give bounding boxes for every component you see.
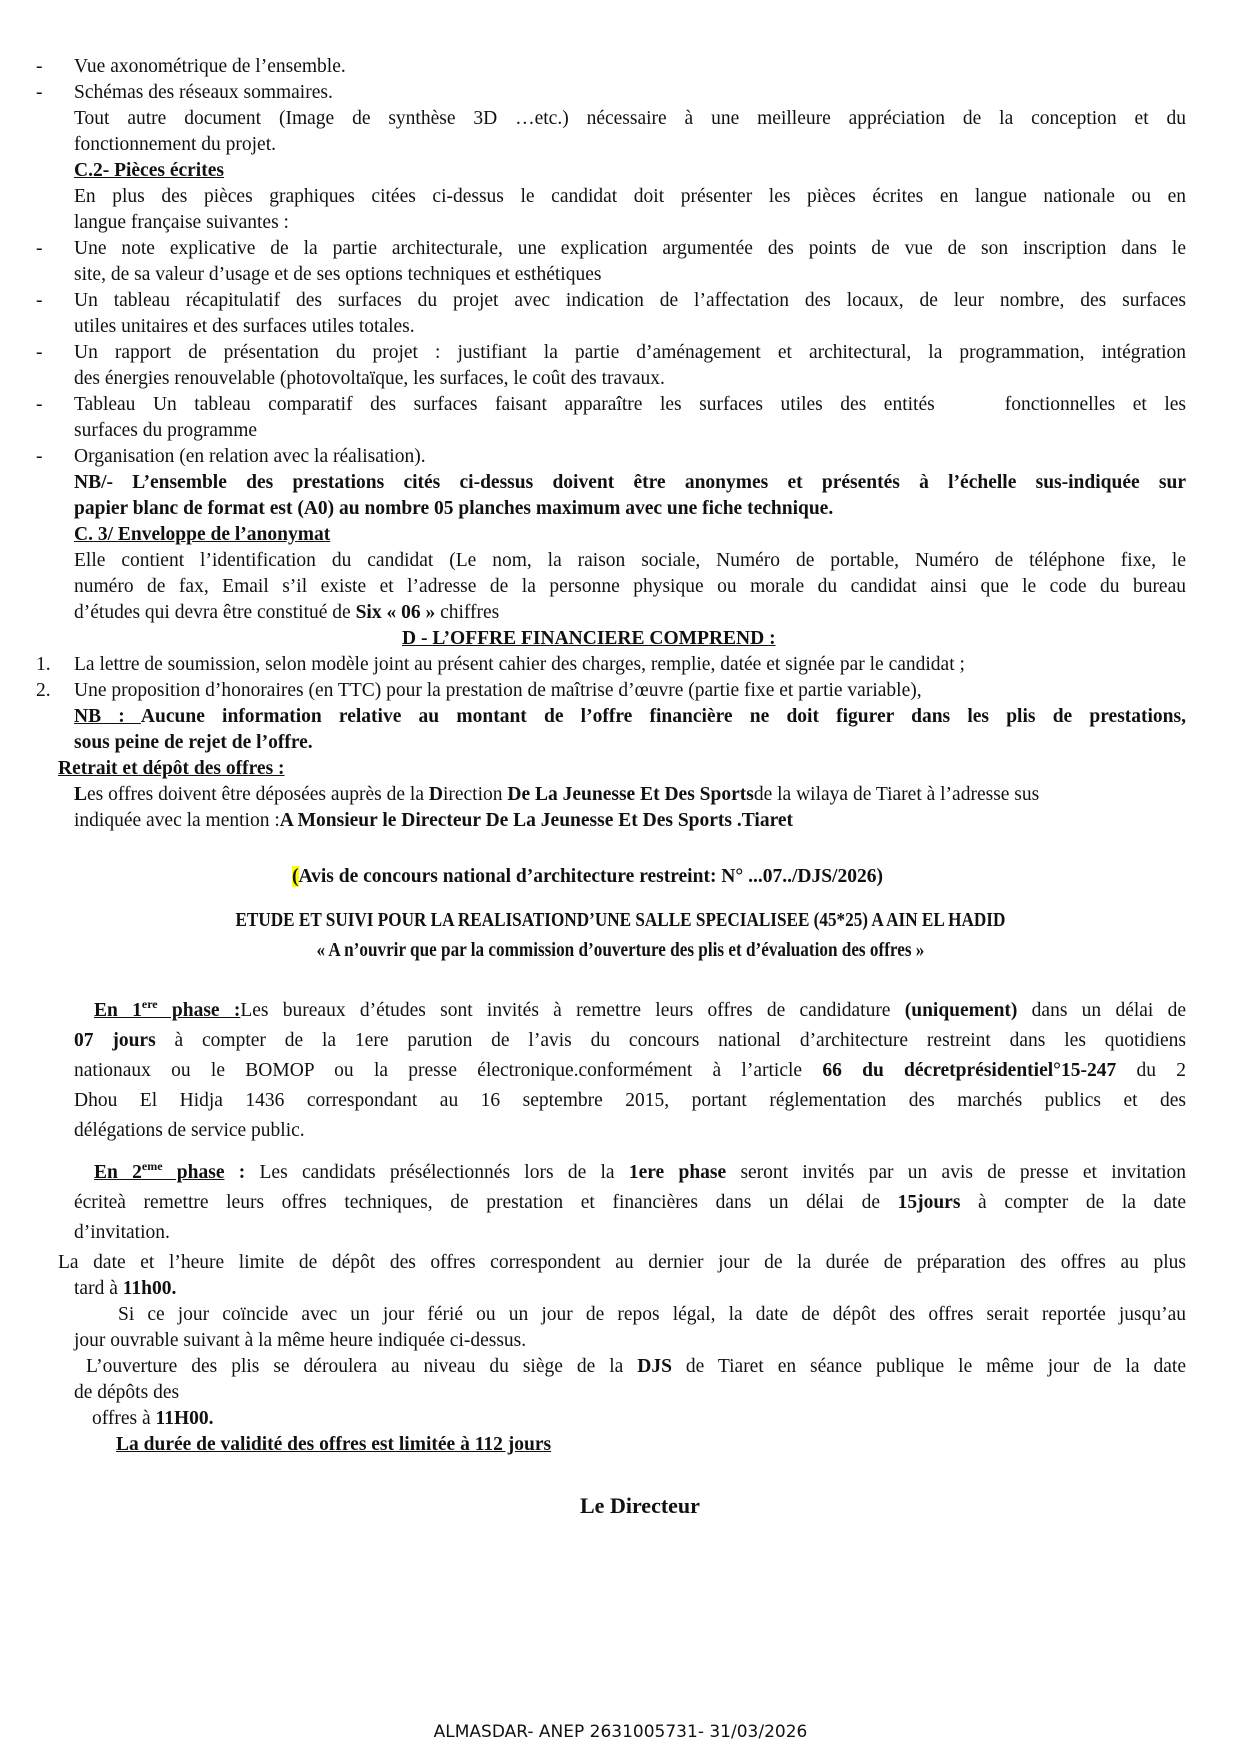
section-heading-c3: C. 3/ Enveloppe de l’anonymat xyxy=(74,524,331,545)
holiday-line: jour ouvrable suivant à la même heure indiquée ci-dessus. xyxy=(74,1330,527,1351)
envelope-note: « A n’ouvrir que par la commission d’ouverture des plis et d’évaluation des offres » xyxy=(316,940,925,961)
paragraph-line: Elle contient l’identification du candidat (Le nom, la raison sociale, Numéro de portable, Numéro de téléphone fixe, le xyxy=(74,550,1186,571)
paragraph-line: indiquée avec la mention :A Monsieur le Directeur De La Jeunesse Et Des Sports .Tiaret xyxy=(74,810,794,831)
list-item-text: Un tableau récapitulatif des surfaces du projet avec indication de l’affectation des locaux, de leur nombre, des surfaces xyxy=(74,290,1186,311)
list-item-text: utiles unitaires et des surfaces utiles totales. xyxy=(74,316,415,337)
footer-reference: ALMASDAR- ANEP 2631005731- 31/03/2026 xyxy=(433,1722,808,1742)
phase1-line: nationaux ou le BOMOP ou la presse électronique.conformément à l’article 66 du décretprésidentiel°15-247 du 2 xyxy=(74,1060,1186,1081)
phase1-line: délégations de service public. xyxy=(74,1120,305,1141)
paragraph-line: numéro de fax, Email s’il existe et l’adresse de la personne physique ou morale du candidat ainsi que le code du bureau xyxy=(74,576,1186,597)
list-number: 2. xyxy=(36,680,51,701)
phase1-label: En 1ere phase : xyxy=(94,997,241,1021)
deadline-line: La date et l’heure limite de dépôt des offres correspondent au dernier jour de la durée de préparation des offres au plus xyxy=(58,1252,1186,1273)
list-item-text: La lettre de soumission, selon modèle joint au présent cahier des charges, remplie, datée et signée par le candidat ; xyxy=(74,654,965,675)
list-item-text: Vue axonométrique de l’ensemble. xyxy=(74,56,346,77)
deadline-line: tard à 11h00. xyxy=(74,1278,177,1299)
validity-statement: La durée de validité des offres est limitée à 112 jours xyxy=(116,1434,552,1455)
nb-note-line: NB : Aucune information relative au montant de l’offre financière ne doit figurer dans les plis de prestations, xyxy=(74,706,1186,727)
list-number: 1. xyxy=(36,654,51,675)
bullet-dash: - xyxy=(36,82,43,103)
paragraph-line: langue française suivantes : xyxy=(74,212,289,233)
list-item-text: des énergies renouvelable (photovoltaïque, les surfaces, le coût des travaux. xyxy=(74,368,665,389)
bullet-dash: - xyxy=(36,56,43,77)
phase2-line: En 2eme phase : Les candidats présélectionnés lors de la 1ere phase seront invités par un avis de presse et invitation xyxy=(94,1159,1186,1183)
list-item-text: Une proposition d’honoraires (en TTC) pour la prestation de maîtrise d’œuvre (partie fixe et partie variable), xyxy=(74,680,922,701)
opening-line: offres à 11H00. xyxy=(92,1408,214,1429)
paragraph-line: En plus des pièces graphiques citées ci-dessus le candidat doit présenter les pièces écrites en langue nationale ou en xyxy=(74,186,1186,207)
highlight-mark: ( xyxy=(292,866,299,887)
bullet-dash: - xyxy=(36,290,43,311)
phase1-line: En 1ere phase :Les bureaux d’études sont invités à remettre leurs offres de candidature (uniquement) dans un délai de xyxy=(94,997,1187,1021)
project-title: ETUDE ET SUIVI POUR LA REALISATIOND’UNE SALLE SPECIALISEE (45*25) A AIN EL HADID xyxy=(235,910,1006,931)
list-item-text: site, de sa valeur d’usage et de ses options techniques et esthétiques xyxy=(74,264,602,285)
notice-reference: (Avis de concours national d’architecture restreint: N° ...07../DJS/2026) xyxy=(292,866,883,887)
bullet-dash: - xyxy=(36,394,43,415)
bullet-dash: - xyxy=(36,446,43,467)
phase2-label: En 2eme phase xyxy=(94,1159,225,1183)
opening-line: de dépôts des xyxy=(74,1382,180,1403)
paragraph-line: fonctionnement du projet. xyxy=(74,134,276,155)
list-item-text: Organisation (en relation avec la réalisation). xyxy=(74,446,426,467)
phase2-line: d’invitation. xyxy=(74,1222,170,1243)
section-heading-d: D - L’OFFRE FINANCIERE COMPREND : xyxy=(402,628,776,649)
signature-title: Le Directeur xyxy=(580,1493,700,1518)
section-heading-retrait: Retrait et dépôt des offres : xyxy=(58,758,285,779)
nb-note-line: NB/- L’ensemble des prestations cités ci-dessus doivent être anonymes et présentés à l’échelle sus-indiquée sur xyxy=(74,472,1186,493)
list-item-text: surfaces du programme xyxy=(74,420,258,441)
paragraph-line: d’études qui devra être constitué de Six « 06 » chiffres xyxy=(74,602,500,623)
bullet-dash: - xyxy=(36,342,43,363)
phase1-line: 07 jours à compter de la 1ere parution de l’avis du concours national d’architecture restreint dans les quotidiens xyxy=(74,1030,1186,1051)
bullet-dash: - xyxy=(36,238,43,259)
list-item-text: Une note explicative de la partie architecturale, une explication argumentée des points de vue de son inscription dans le xyxy=(74,238,1186,259)
phase1-line: Dhou El Hidja 1436 correspondant au 16 septembre 2015, portant réglementation des marchés publics et des xyxy=(74,1090,1186,1111)
paragraph-line: Tout autre document (Image de synthèse 3D …etc.) nécessaire à une meilleure appréciation de la conception et du xyxy=(74,108,1186,129)
list-item-text: Un rapport de présentation du projet : justifiant la partie d’aménagement et architectural, la programmation, intégration xyxy=(74,342,1186,363)
section-heading-c2: C.2- Pièces écrites xyxy=(74,160,224,181)
nb-note-line: sous peine de rejet de l’offre. xyxy=(74,732,313,753)
holiday-line: Si ce jour coïncide avec un jour férié ou un jour de repos légal, la date de dépôt des offres serait reportée jusqu’au xyxy=(118,1304,1186,1325)
phase2-line: écriteà remettre leurs offres techniques, de prestation et financières dans un délai de 15jours à compter de la date xyxy=(74,1192,1186,1213)
nb-note-line: papier blanc de format est (A0) au nombre 05 planches maximum avec une fiche technique. xyxy=(74,498,834,519)
paragraph-line: Les offres doivent être déposées auprès de la Direction De La Jeunesse Et Des Sportsde la wilaya de Tiaret à l’adresse sus xyxy=(74,784,1040,805)
list-item-text: Schémas des réseaux sommaires. xyxy=(74,82,333,103)
opening-line: L’ouverture des plis se déroulera au niveau du siège de la DJS de Tiaret en séance publique le même jour de la date xyxy=(86,1356,1186,1377)
list-item-text: Tableau Un tableau comparatif des surfaces faisant apparaître les surfaces utiles des entités fonctionnelles et les xyxy=(74,394,1186,415)
